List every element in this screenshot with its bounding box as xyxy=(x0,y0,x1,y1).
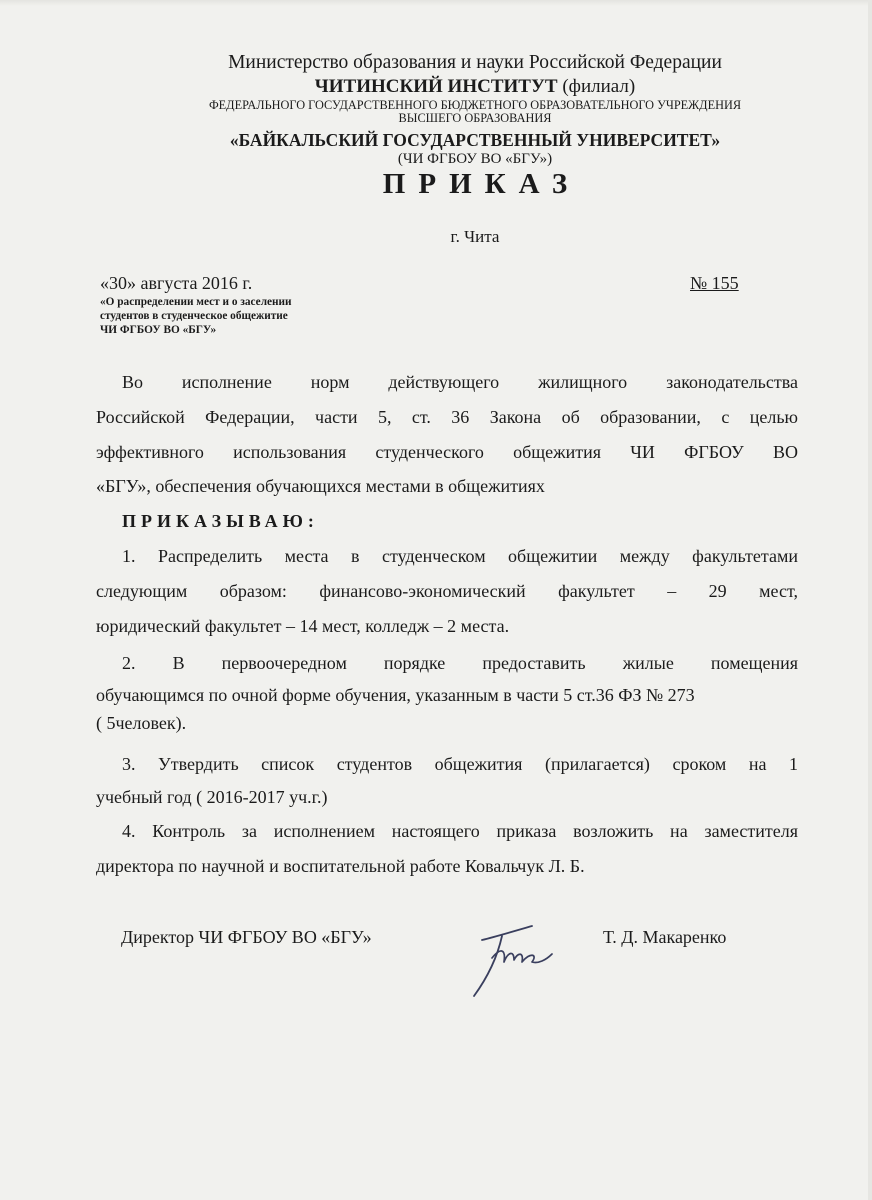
item-line: 1. Распределить места в студенческом общежитии между факультетами xyxy=(122,546,798,566)
order-subject xyxy=(100,295,340,337)
institute-name: ЧИТИНСКИЙ ИНСТИТУТ xyxy=(314,76,558,97)
item-line: 2. В первоочередном порядке предоставить жилые помещения xyxy=(122,653,798,673)
item-line: директора по научной и воспитательной работе Ковальчук Л. Б. xyxy=(96,856,585,876)
federal-line-1: ФЕДЕРАЛЬНОГО ГОСУДАРСТВЕННОГО БЮДЖЕТНОГО ОБРАЗОВАТЕЛЬНОГО УЧРЕЖДЕНИЯ xyxy=(208,98,742,112)
order-heading: ПРИКАЗЫВАЮ: xyxy=(122,511,319,531)
item-line: 3. Утвердить список студентов общежития (прилагается) сроком на 1 xyxy=(122,754,798,774)
document-title: ПРИКАЗ xyxy=(382,168,581,200)
scan-edge xyxy=(0,0,872,6)
institute-line xyxy=(140,76,810,98)
item-line: учебный год ( 2016-2017 уч.г.) xyxy=(96,787,328,807)
preamble-line: Российской Федерации, части 5, ст. 36 Закона об образовании, с целью xyxy=(96,407,798,427)
preamble-line: «БГУ», обеспечения обучающихся местами в общежитиях xyxy=(96,476,545,496)
item-line: ( 5человек). xyxy=(96,713,187,733)
item-line: следующим образом: финансово-экономический факультет – 29 мест, xyxy=(96,581,798,601)
preamble-line: эффективного использования студенческого общежития ЧИ ФГБОУ ВО xyxy=(96,442,798,462)
federal-institution-line xyxy=(140,99,810,125)
signatory-role: Директор ЧИ ФГБОУ ВО «БГУ» xyxy=(121,927,372,947)
subject-line: студентов в студенческое общежитие xyxy=(100,310,288,322)
university-abbrev: (ЧИ ФГБОУ ВО «БГУ») xyxy=(397,151,553,167)
signatory-name: Т. Д. Макаренко xyxy=(603,927,727,947)
subject-line: «О распределении мест и о заселении xyxy=(100,296,292,308)
item-line: обучающимся по очной форме обучения, указанным в части 5 ст.36 ФЗ № 273 xyxy=(96,685,695,705)
federal-line-2: ВЫСШЕГО ОБРАЗОВАНИЯ xyxy=(398,111,552,125)
university-name: «БАЙКАЛЬСКИЙ ГОСУДАРСТВЕННЫЙ УНИВЕРСИТЕТ» xyxy=(229,130,721,150)
item-line: 4. Контроль за исполнением настоящего приказа возложить на заместителя xyxy=(122,821,798,841)
item-line: юридический факультет – 14 мест, колледж – 2 места. xyxy=(96,616,510,636)
institute-suffix: (филиал) xyxy=(557,76,636,97)
order-date: «30» августа 2016 г. xyxy=(100,273,253,293)
preamble-line: Во исполнение норм действующего жилищного законодательства xyxy=(122,372,798,392)
ministry-line: Министерство образования и науки Российской Федерации xyxy=(228,52,722,73)
scan-edge xyxy=(868,0,872,1200)
subject-line: ЧИ ФГБОУ ВО «БГУ» xyxy=(100,324,217,336)
city: г. Чита xyxy=(450,227,500,246)
handwritten-signature xyxy=(462,918,572,1002)
order-number: № 155 xyxy=(690,273,739,293)
